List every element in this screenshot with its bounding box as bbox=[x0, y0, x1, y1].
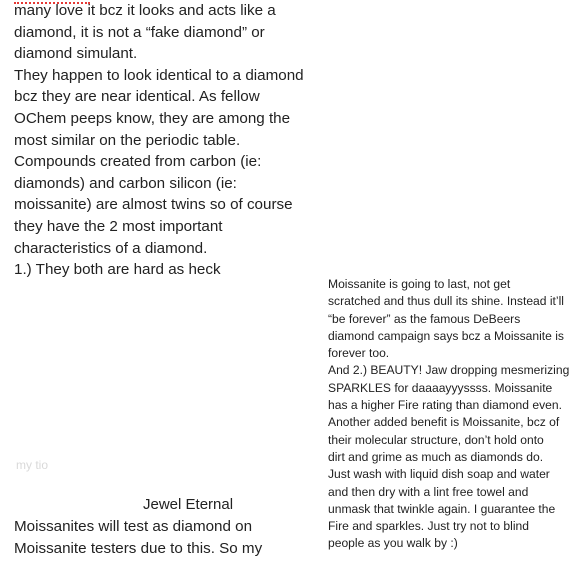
text-line: diamonds) and carbon silicon (ie: bbox=[14, 174, 237, 192]
text-line: And 2.) BEAUTY! Jaw dropping mesmerizing bbox=[328, 363, 570, 378]
text-line: diamond, it is not a “fake diamond” or bbox=[14, 23, 265, 41]
text-line: “be forever” as the famous DeBeers bbox=[328, 311, 521, 326]
text-line: dirt and grime as much as diamonds do. bbox=[328, 449, 544, 464]
text-line: Just wash with liquid dish soap and water bbox=[328, 467, 550, 482]
text-line: diamond simulant. bbox=[14, 45, 138, 63]
text-line: Moissanite testers due to this. So my bbox=[14, 539, 263, 557]
bottom-left-text-block bbox=[14, 516, 262, 559]
text-line: has a higher Fire rating than diamond even. bbox=[328, 398, 562, 413]
text-line: bcz they are near identical. As fellow bbox=[14, 88, 260, 106]
text-line: OChem peeps know, they are among the bbox=[14, 109, 291, 127]
text-line: Moissanite is going to last, not get bbox=[328, 277, 511, 291]
text-line: their molecular structure, don’t hold onto bbox=[328, 432, 544, 447]
text-line: many love it bcz it looks and acts like a bbox=[14, 2, 276, 19]
text-line: Compounds created from carbon (ie: bbox=[14, 153, 262, 171]
text-line: most similar on the periodic table. bbox=[14, 131, 241, 149]
text-line: characteristics of a diamond. bbox=[14, 239, 208, 257]
text-line: and then dry with a lint free towel and bbox=[328, 484, 529, 499]
text-line: Fire and sparkles. Just try not to blind bbox=[328, 519, 529, 534]
watermark-text: Jewel Eternal bbox=[143, 496, 234, 513]
left-text-block bbox=[14, 0, 314, 281]
text-line: they have the 2 most important bbox=[14, 217, 223, 235]
text-line: They happen to look identical to a diamond bbox=[14, 66, 304, 84]
text-line: diamond campaign says bcz a Moissanite is bbox=[328, 328, 564, 343]
text-line: scratched and thus dull its shine. Instead it’ll bbox=[328, 294, 564, 309]
text-line: 1.) They both are hard as heck bbox=[14, 261, 221, 279]
faded-text-fragment: my tio bbox=[16, 458, 49, 472]
text-line: forever too. bbox=[328, 346, 390, 361]
text-line: moissanite) are almost twins so of course bbox=[14, 196, 293, 214]
right-text-block bbox=[328, 276, 568, 553]
text-line: Moissanites will test as diamond on bbox=[14, 518, 253, 535]
text-line: Another added benefit is Moissanite, bcz of bbox=[328, 415, 560, 430]
text-line: SPARKLES for daaaayyyssss. Moissanite bbox=[328, 380, 553, 395]
text-line: people as you walk by :) bbox=[328, 536, 458, 551]
text-line: unmask that twinkle again. I guarantee the bbox=[328, 501, 556, 516]
